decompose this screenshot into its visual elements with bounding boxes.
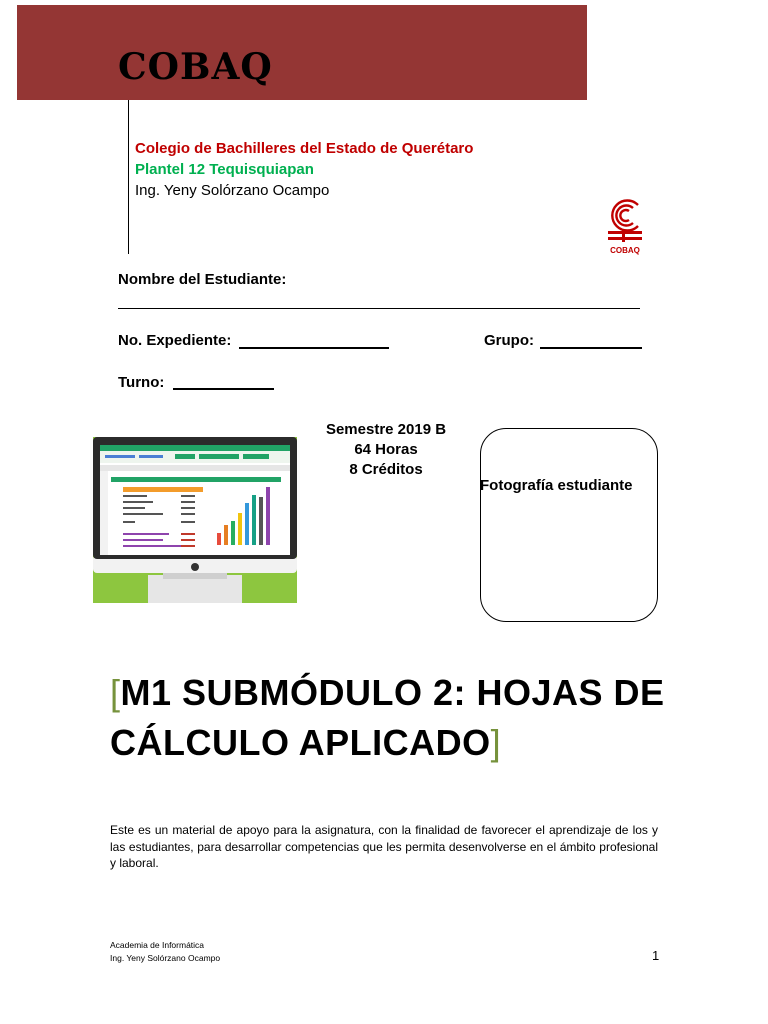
group-line[interactable] — [540, 347, 642, 349]
document-title — [110, 668, 670, 768]
student-name-line[interactable] — [118, 308, 640, 309]
student-photo-box[interactable] — [480, 428, 658, 622]
cobaq-logo — [602, 196, 648, 258]
file-number-line[interactable] — [239, 347, 389, 349]
semester-text: Semestre 2019 B — [325, 421, 447, 438]
page-number: 1 — [652, 948, 660, 963]
student-name-label: Nombre del Estudiante: — [118, 271, 287, 288]
title-close-bracket: ] — [490, 722, 502, 763]
file-number-label: No. Expediente: — [118, 332, 232, 349]
credits-text: 8 Créditos — [349, 461, 423, 478]
header-title: COBAQ — [118, 46, 273, 88]
course-info — [300, 420, 472, 480]
spiral-logo-icon — [602, 196, 648, 246]
shift-label: Turno: — [118, 374, 165, 391]
header-divider — [128, 100, 129, 254]
title-open-bracket: [ — [110, 672, 121, 713]
logo-caption: COBAQ — [610, 246, 640, 255]
description-paragraph: Este es un material de apoyo para la asignatura, con la finalidad de favorecer el aprendizaje de los y las estudiantes, para desarrollar competencias que les permita desenvolverse en el ámbito profesional y laboral. — [110, 823, 658, 870]
hours-text: 64 Horas — [354, 441, 418, 458]
spreadsheet-monitor-illustration — [93, 437, 297, 603]
footer-academy: Academia de Informática — [110, 940, 205, 950]
monitor-icon — [93, 437, 297, 603]
footer-teacher: Ing. Yeny Solórzano Ocampo — [110, 953, 221, 963]
group-label: Grupo: — [484, 332, 534, 349]
photo-label: Fotografía estudiante — [480, 477, 633, 494]
shift-line[interactable] — [173, 388, 274, 390]
campus-name: Plantel 12 Tequisquiapan — [135, 161, 314, 178]
header-banner — [17, 5, 587, 100]
title-text: M1 SUBMÓDULO 2: HOJAS DE CÁLCULO APLICADO — [110, 672, 665, 763]
teacher-name: Ing. Yeny Solórzano Ocampo — [135, 182, 330, 199]
college-name: Colegio de Bachilleres del Estado de Querétaro — [135, 140, 474, 157]
